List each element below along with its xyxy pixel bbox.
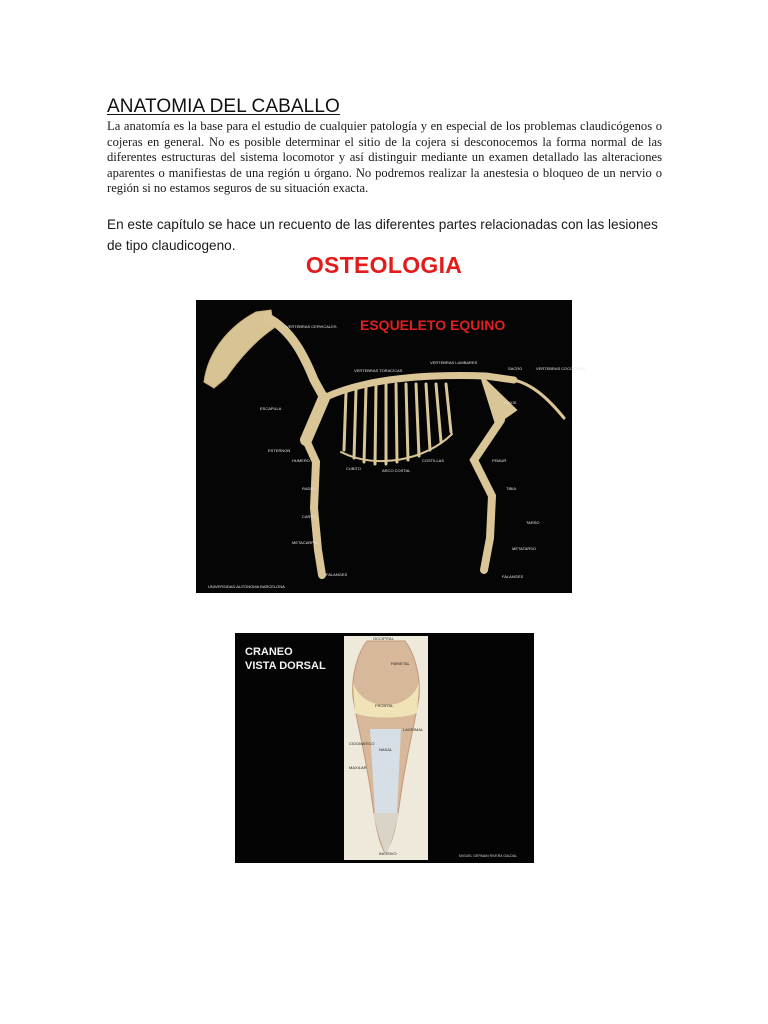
label-lagrimal: LAGRIMAL bbox=[403, 727, 424, 732]
nasal-bone bbox=[370, 729, 401, 813]
label-occipital: OCCIPITAL bbox=[373, 636, 394, 641]
label-humero: HUMERO bbox=[292, 458, 310, 463]
label-lumbares: VERTEBRAS LUMBARES bbox=[430, 360, 478, 365]
skull-title-line1: CRANEO bbox=[245, 646, 293, 658]
lead-paragraph: En este capítulo se hace un recuento de las diferentes partes relacionadas con las lesiones de tipo claudicogeno. bbox=[107, 217, 658, 253]
section-heading: OSTEOLOGIA bbox=[305, 252, 463, 278]
label-cubito: CUBITO bbox=[346, 466, 362, 471]
skeleton-credit: UNIVERSIDAD AUTONOMA BARCELONA bbox=[208, 584, 285, 589]
label-toracicas: VERTEBRAS TORACICAS bbox=[354, 368, 403, 373]
label-metacarpo: METACARPO bbox=[292, 540, 318, 545]
label-falanges-posterior: FALANGES bbox=[502, 574, 524, 579]
label-coxis: COXIS bbox=[504, 400, 517, 405]
label-frontal: FRONTAL bbox=[375, 703, 394, 708]
skull-illustration bbox=[235, 633, 534, 863]
label-radio: RADIO bbox=[302, 486, 315, 491]
label-escapula: ESCAPULA bbox=[260, 406, 282, 411]
label-femur: FEMUR bbox=[492, 458, 507, 463]
label-carpo: CARPO bbox=[302, 514, 317, 519]
label-tibia: TIBIA bbox=[506, 486, 517, 491]
intro-paragraph: La anatomía es la base para el estudio de cualquier patología y en especial de los problemas claudicógenos o cojeras en general. No es posible determinar el sitio de la cojera si desconocemos la forma normal de las diferentes estructuras del sistema locomotor y así distinguir mediante un examen detallado las alteraciones aparentes o manifiestas de una región u órgano. No podremos realizar la anestesia o bloqueo de un nervio o región si no estamos seguros de su situación exacta. bbox=[107, 119, 662, 196]
skull-credit: MIGUEL GERMAN RIVERA GALDAL bbox=[459, 854, 518, 858]
label-falanges-anterior: FALANGES bbox=[326, 572, 348, 577]
skeleton-title: ESQUELETO EQUINO bbox=[360, 317, 506, 333]
skull-figure bbox=[235, 633, 534, 863]
label-coccigeas: VERTEBRAS COCCIGEAS bbox=[536, 366, 586, 371]
label-metatarso: METATARSO bbox=[512, 546, 536, 551]
label-maxilar: MAXILAR bbox=[349, 765, 367, 770]
skeleton-figure bbox=[196, 300, 586, 593]
label-parietal: PARIETAL bbox=[391, 661, 410, 666]
label-nasal: NASAL bbox=[379, 747, 393, 752]
page-title: ANATOMIA DEL CABALLO bbox=[107, 96, 340, 117]
label-cervical: VERTEBRAS CERVICALES bbox=[286, 324, 337, 329]
label-arco-costal: ARCO COSTAL bbox=[382, 468, 411, 473]
label-cigomatico: CIGOMATICO bbox=[349, 741, 375, 746]
label-esternon: ESTERNON bbox=[268, 448, 291, 453]
skull-title-line2: VISTA DORSAL bbox=[245, 660, 326, 672]
skeleton-illustration bbox=[196, 300, 586, 593]
label-sacro: SACRO bbox=[508, 366, 523, 371]
label-tarso: TARSO bbox=[526, 520, 540, 525]
label-incisivo: INCISIVO bbox=[379, 851, 397, 856]
label-costillas: COSTILLAS bbox=[422, 458, 445, 463]
